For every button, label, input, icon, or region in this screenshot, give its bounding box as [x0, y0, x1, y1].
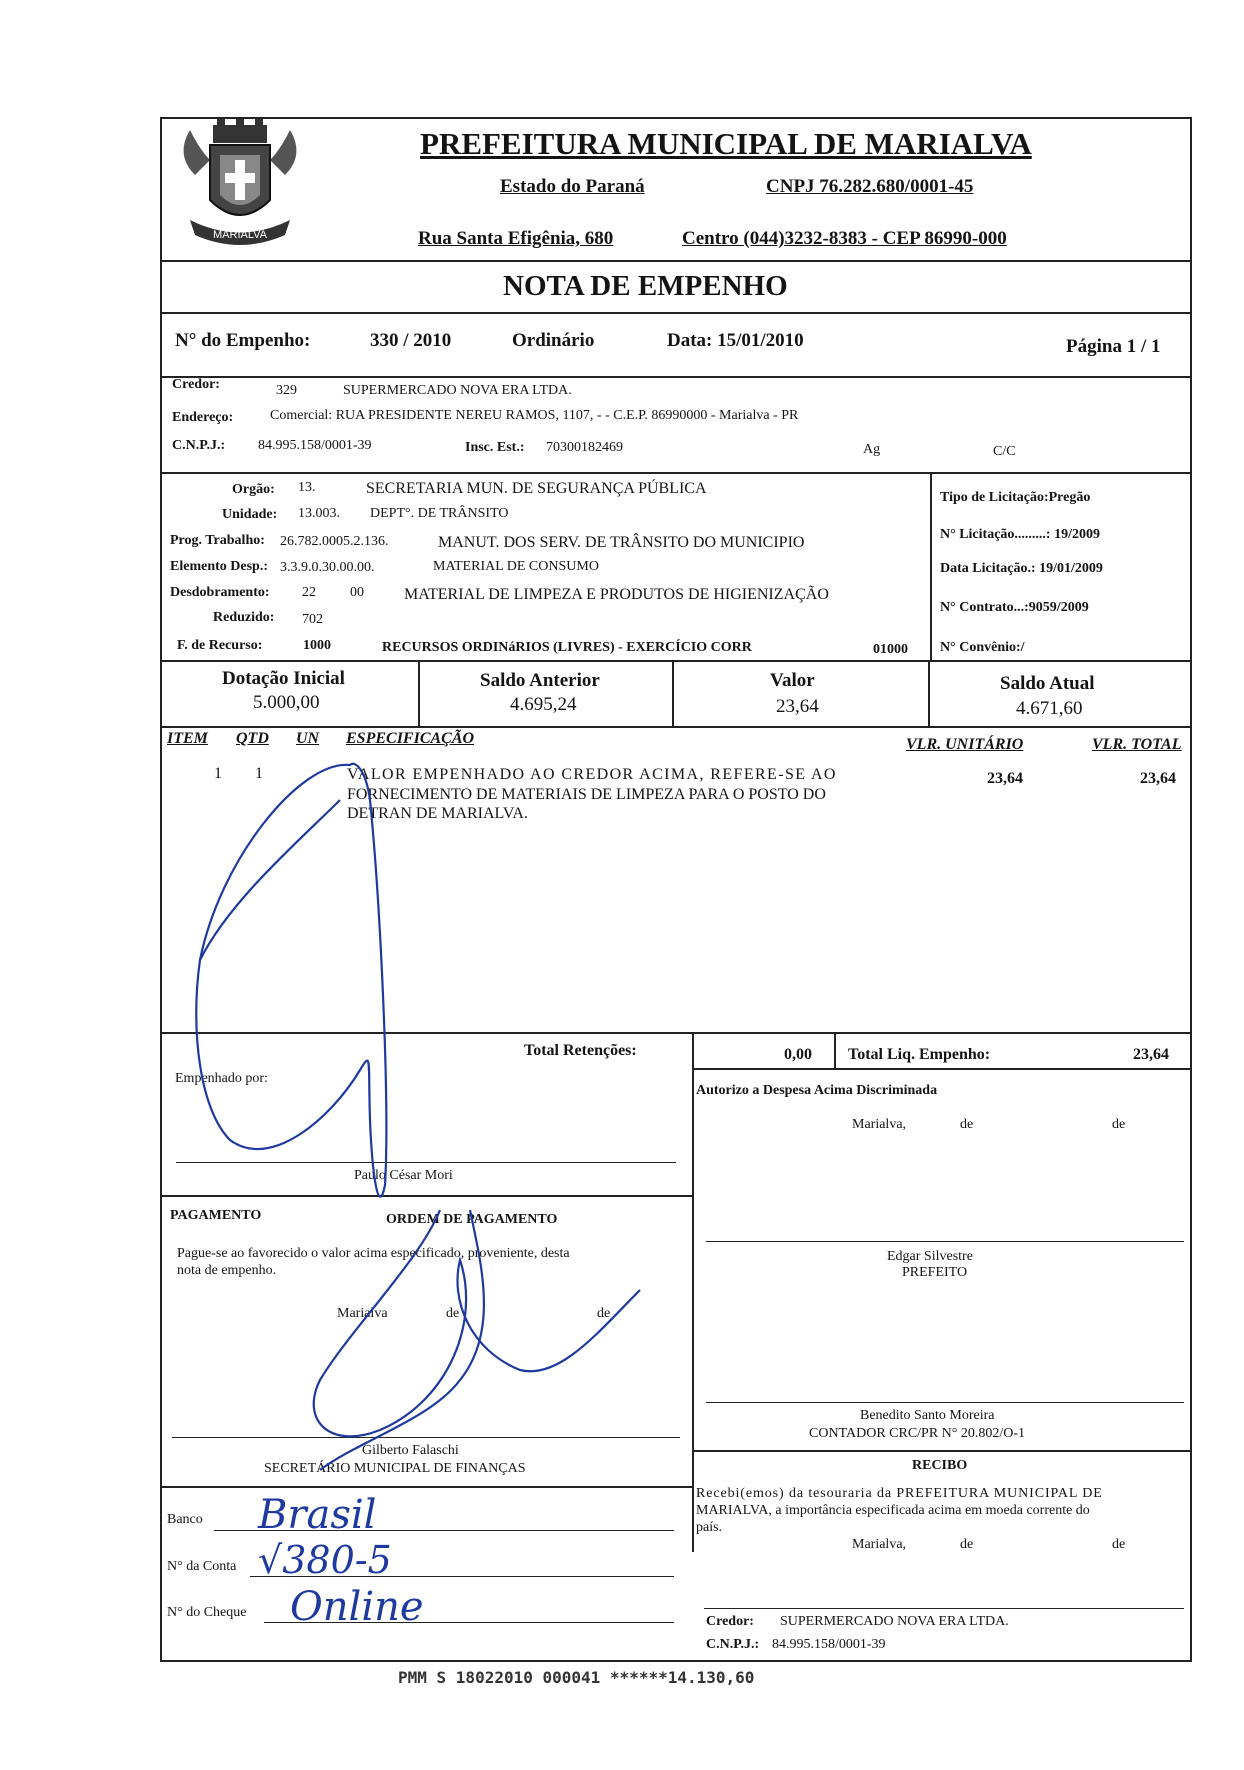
contrato-number: N° Contrato...:9059/2009: [940, 600, 1089, 615]
empenhado-label: Empenhado por:: [175, 1071, 268, 1086]
autorizo-de1: de: [960, 1117, 974, 1132]
dotacao-value: 5.000,00: [253, 692, 320, 713]
retencoes-value: 0,00: [784, 1046, 812, 1063]
credor-name: SUPERMERCADO NOVA ERA LTDA.: [343, 383, 572, 398]
contact-info: Centro (044)3232-8383 - CEP 86990-000: [682, 228, 1007, 249]
licitacao-numero: N° Licitação.........: 19/2009: [940, 527, 1100, 542]
secretario-role: SECRETÁRIO MUNICIPAL DE FINANÇAS: [264, 1461, 526, 1476]
recibo-text-line2: MARIALVA, a importância especificada acima em moeda corrente do: [696, 1503, 1090, 1518]
liquido-value: 23,64: [1133, 1046, 1169, 1063]
recurso-code: 1000: [303, 638, 331, 653]
col-especificacao: ESPECIFICAÇÃO: [346, 730, 475, 747]
contador-name: Benedito Santo Moreira: [860, 1408, 995, 1423]
document-title: NOTA DE EMPENHO: [503, 270, 788, 302]
contador-role: CONTADOR CRC/PR N° 20.802/O-1: [809, 1426, 1026, 1441]
pagamento-label: PAGAMENTO: [170, 1208, 262, 1223]
footer-credor-label: Credor:: [706, 1614, 754, 1629]
convenio-number: N° Convênio:/: [940, 640, 1025, 655]
pagamento-de2: de: [597, 1306, 611, 1321]
recurso-label: F. de Recurso:: [177, 638, 263, 653]
orgao-code: 13.: [298, 480, 316, 495]
saldo-atual-value: 4.671,60: [1016, 698, 1083, 719]
pagamento-text-line1: Pague-se ao favorecido o valor acima especificado, proveniente, desta: [177, 1246, 570, 1261]
pagamento-de1: de: [446, 1306, 460, 1321]
svg-text:Online: Online: [290, 1584, 424, 1630]
recibo-text-line3: país.: [696, 1520, 723, 1535]
footer-cnpj-value: 84.995.158/0001-39: [772, 1637, 886, 1652]
prog-label: Prog. Trabalho:: [170, 533, 265, 548]
col-vlr-unitario: VLR. UNITÁRIO: [906, 736, 1024, 753]
prefeito-name: Edgar Silvestre: [887, 1249, 973, 1264]
secretario-name: Gilberto Falaschi: [362, 1443, 459, 1458]
saldo-atual-label: Saldo Atual: [1000, 673, 1095, 694]
retencoes-label: Total Retenções:: [524, 1042, 637, 1059]
page-title: PREFEITURA MUNICIPAL DE MARIALVA: [420, 126, 1032, 161]
col-qtd: QTD: [236, 730, 269, 747]
recurso-number: 01000: [873, 642, 908, 657]
elemento-name: MATERIAL DE CONSUMO: [433, 559, 599, 574]
liquido-label: Total Liq. Empenho:: [848, 1046, 991, 1063]
item-spec-line1: VALOR EMPENHADO AO CREDOR ACIMA, REFERE-SE AO: [347, 766, 837, 783]
recibo-city: Marialva,: [852, 1537, 907, 1552]
credor-cnpj: 84.995.158/0001-39: [258, 438, 372, 453]
cnpj-label: C.N.P.J.:: [172, 438, 226, 453]
saldo-anterior-value: 4.695,24: [510, 694, 577, 715]
col-vlr-total: VLR. TOTAL: [1092, 736, 1182, 753]
pagamento-text-line2: nota de empenho.: [177, 1263, 277, 1278]
prog-code: 26.782.0005.2.136.: [280, 534, 389, 549]
svg-text:√380-5: √380-5: [258, 1538, 392, 1582]
desdobramento-code: 22: [302, 585, 316, 600]
item-unit-value: 23,64: [987, 770, 1023, 787]
page-number: Página 1 / 1: [1066, 336, 1161, 357]
valor-label: Valor: [770, 670, 815, 691]
item-qtd: 1: [255, 765, 263, 782]
unidade-label: Unidade:: [222, 507, 278, 522]
col-item: ITEM: [167, 730, 208, 747]
empenhado-signer: Paulo César Mori: [354, 1168, 453, 1183]
state-name: Estado do Paraná: [500, 176, 645, 197]
footer-credor-name: SUPERMERCADO NOVA ERA LTDA.: [780, 1614, 1009, 1629]
col-un: UN: [296, 730, 320, 747]
recibo-de2: de: [1112, 1537, 1126, 1552]
credor-label: Credor:: [172, 377, 220, 392]
banco-label: Banco: [167, 1512, 203, 1527]
machine-stamp: PMM S 18022010 000041 ******14.130,60: [398, 1668, 755, 1687]
autorizo-de2: de: [1112, 1117, 1126, 1132]
footer-cnpj-label: C.N.P.J.:: [706, 1637, 760, 1652]
cnpj-header: CNPJ 76.282.680/0001-45: [766, 176, 974, 197]
saldo-anterior-label: Saldo Anterior: [480, 670, 600, 691]
recurso-name: RECURSOS ORDINáRIOS (LIVRES) - EXERCÍCIO CORR: [382, 640, 752, 655]
licitacao-data: Data Licitação.: 19/01/2009: [940, 561, 1103, 576]
recibo-label: RECIBO: [912, 1458, 968, 1473]
credor-code: 329: [276, 383, 297, 398]
autorizo-city: Marialva,: [852, 1117, 907, 1132]
credor-address: Comercial: RUA PRESIDENTE NEREU RAMOS, 1107, - - C.E.P. 86990000 - Marialva - PR: [270, 408, 799, 423]
item-number: 1: [214, 765, 222, 782]
desdobramento-name: MATERIAL DE LIMPEZA E PRODUTOS DE HIGIENIZAÇÃO: [404, 586, 829, 603]
desdobramento-sub: 00: [350, 585, 364, 600]
empenho-date: Data: 15/01/2010: [667, 330, 804, 351]
insc-label: Insc. Est.:: [465, 440, 525, 455]
desdobramento-label: Desdobramento:: [170, 585, 270, 600]
unidade-code: 13.003.: [298, 506, 340, 521]
item-total-value: 23,64: [1140, 770, 1176, 787]
conta-label: N° da Conta: [167, 1559, 237, 1574]
empenho-type: Ordinário: [512, 330, 595, 351]
reduzido-value: 702: [302, 612, 323, 627]
elemento-label: Elemento Desp.:: [170, 559, 268, 574]
street-address: Rua Santa Efigênia, 680: [418, 228, 614, 249]
svg-text:Brasil: Brasil: [258, 1492, 377, 1538]
cheque-label: N° do Cheque: [167, 1605, 247, 1620]
reduzido-label: Reduzido:: [213, 610, 275, 625]
prog-name: MANUT. DOS SERV. DE TRÂNSITO DO MUNICIPIO: [438, 534, 805, 551]
cc-label: C/C: [993, 444, 1016, 459]
elemento-code: 3.3.9.0.30.00.00.: [280, 560, 375, 575]
orgao-label: Orgão:: [232, 482, 275, 497]
valor-value: 23,64: [776, 696, 819, 717]
autorizo-label: Autorizo a Despesa Acima Discriminada: [696, 1083, 938, 1098]
insc-value: 70300182469: [546, 440, 623, 455]
recibo-de1: de: [960, 1537, 974, 1552]
recibo-text-line1: Recebi(emos) da tesouraria da PREFEITURA MUNICIPAL DE: [696, 1486, 1103, 1501]
pagamento-city: Marialva: [337, 1306, 388, 1321]
item-spec-line3: DETRAN DE MARIALVA.: [347, 805, 528, 822]
dotacao-label: Dotação Inicial: [222, 668, 345, 689]
empenho-label: N° do Empenho:: [175, 330, 311, 351]
prefeito-role: PREFEITO: [902, 1265, 968, 1280]
svg-text:MARIALVA: MARIALVA: [213, 229, 267, 241]
orgao-name: SECRETARIA MUN. DE SEGURANÇA PÚBLICA: [366, 480, 707, 497]
unidade-name: DEPT°. DE TRÂNSITO: [370, 506, 509, 521]
licitacao-tipo: Tipo de Licitação:Pregão: [940, 490, 1091, 505]
ag-label: Ag: [863, 442, 881, 457]
address-label: Endereço:: [172, 410, 234, 425]
ordem-pagamento-label: ORDEM DE PAGAMENTO: [386, 1212, 558, 1227]
empenho-number: 330 / 2010: [370, 330, 452, 351]
item-spec-line2: FORNECIMENTO DE MATERIAIS DE LIMPEZA PARA O POSTO DO: [347, 786, 826, 803]
